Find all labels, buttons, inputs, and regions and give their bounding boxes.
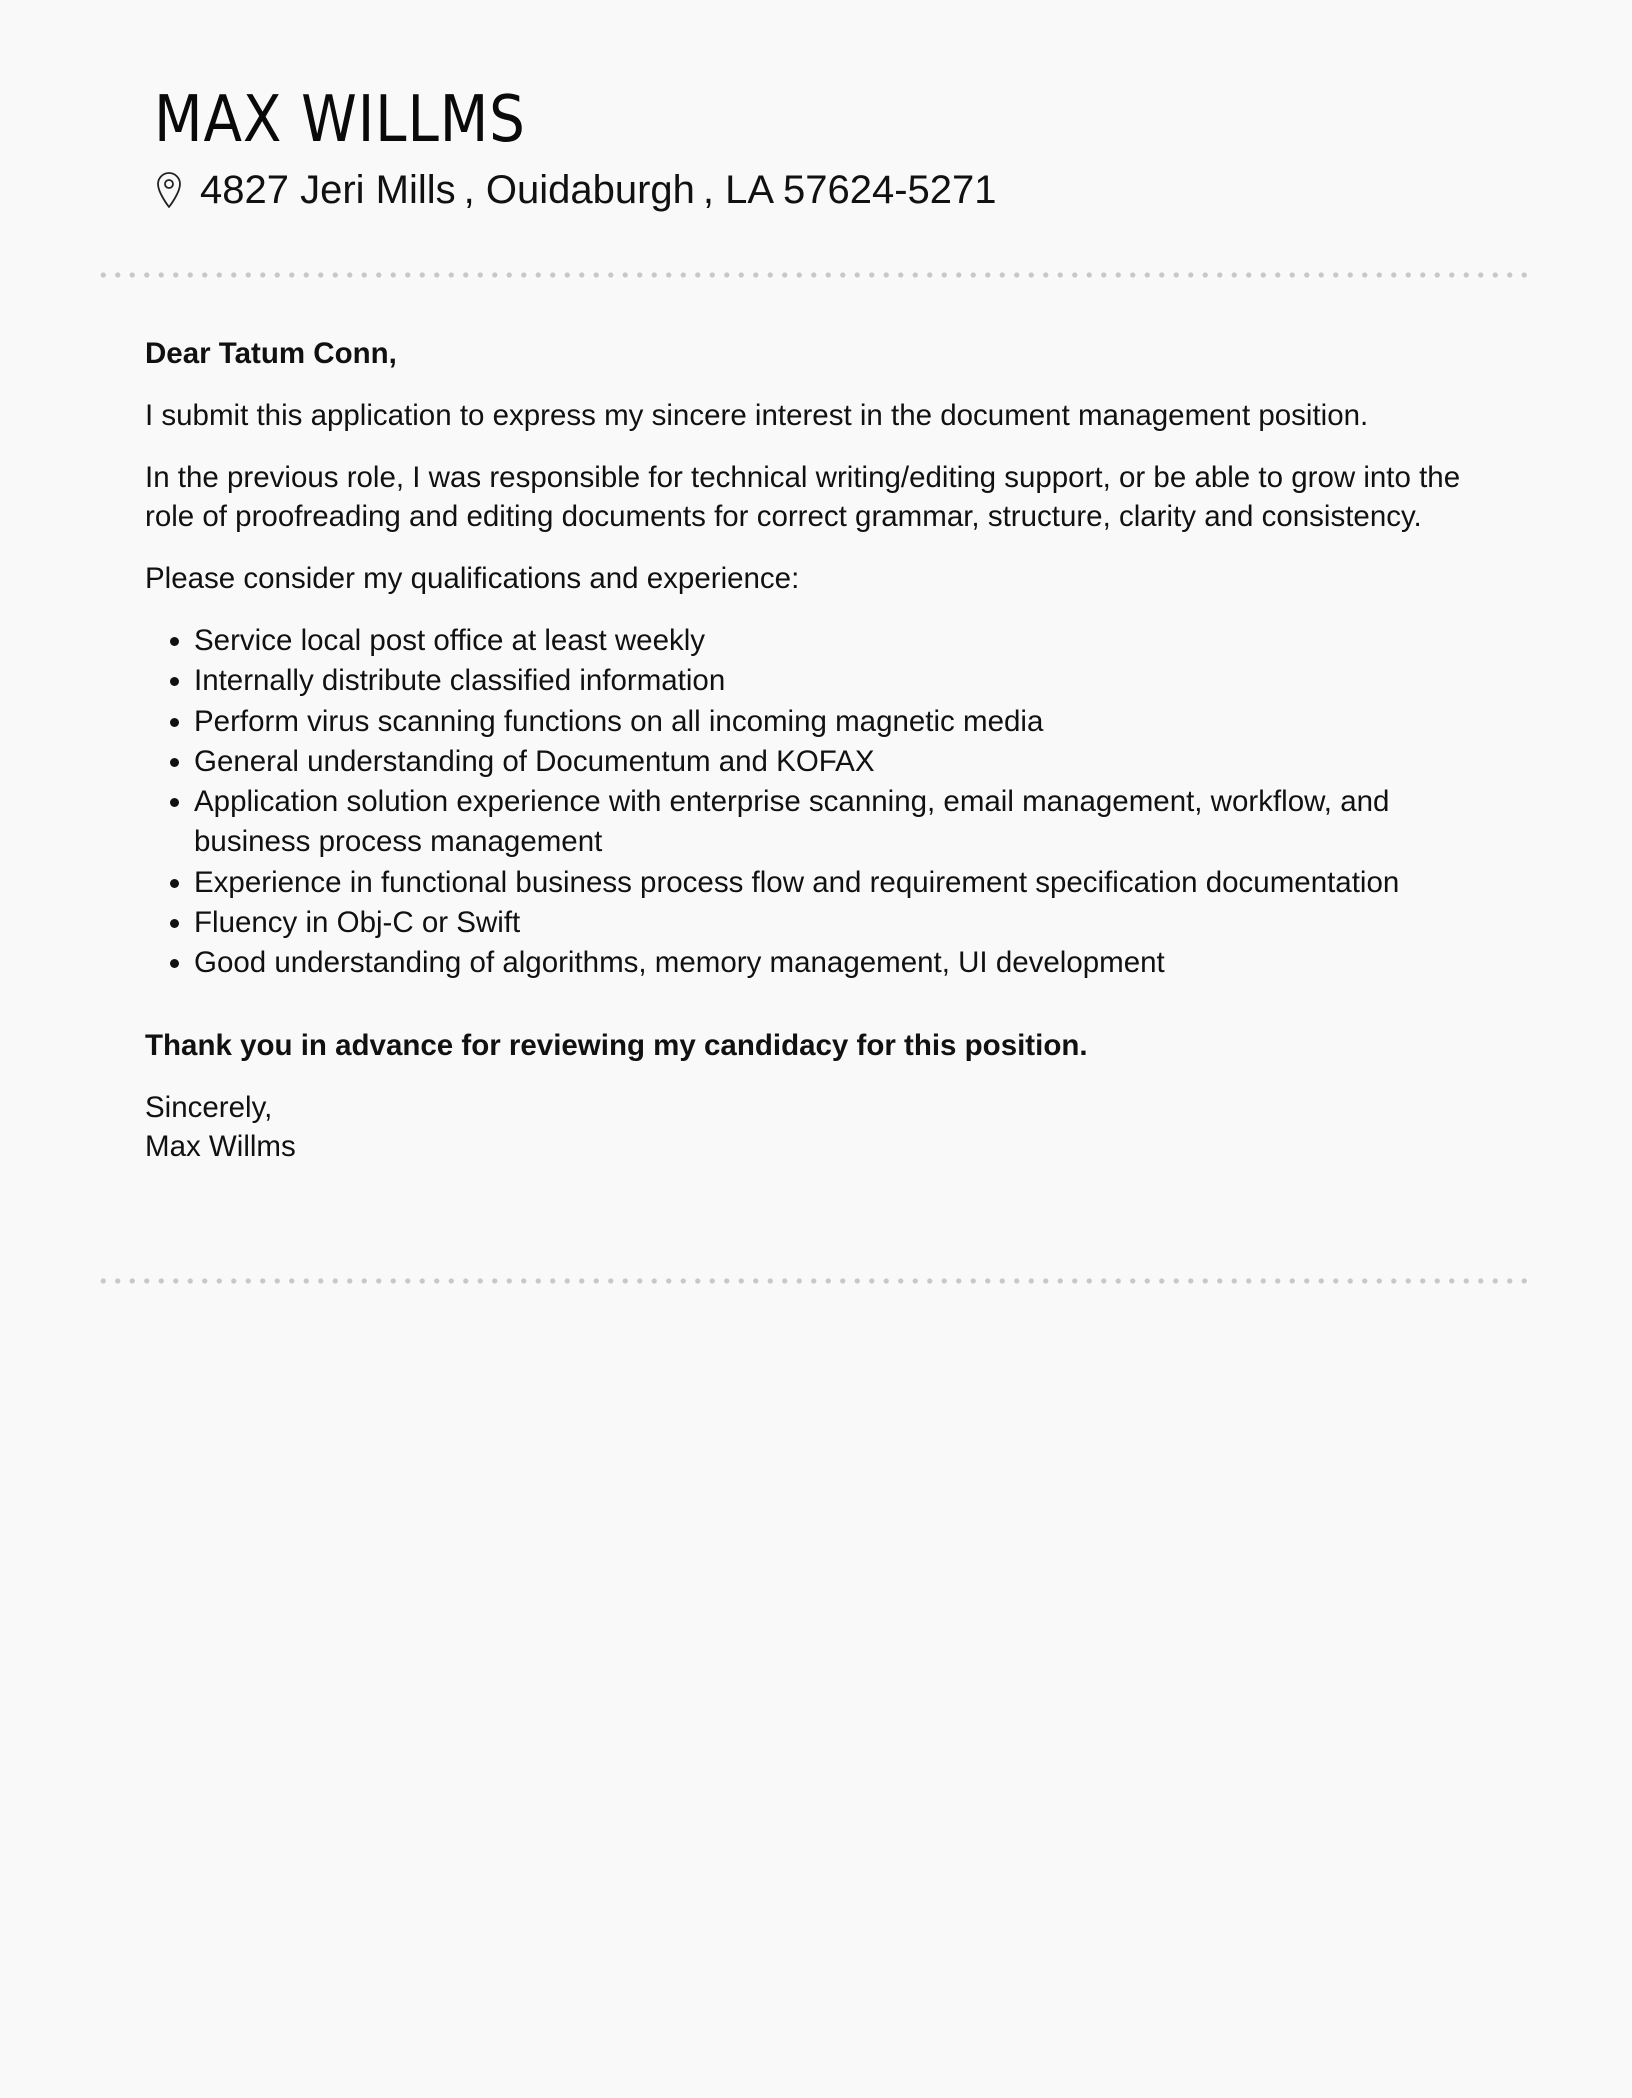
address-row <box>154 164 997 216</box>
map-pin-icon <box>154 171 184 209</box>
list-item: • Perform virus scanning functions on all incoming magnetic media <box>194 702 1485 742</box>
intro-paragraph: I submit this application to express my sincere interest in the document management position. <box>145 399 1369 432</box>
bottom-dotted-divider <box>96 1277 1536 1285</box>
list-item: • General understanding of Documentum and KOFAX <box>194 742 1485 782</box>
qualifications-intro: Please consider my qualifications and experience: <box>145 562 800 595</box>
closing-statement: Thank you in advance for reviewing my candidacy for this position. <box>145 1028 1088 1062</box>
greeting: Dear Tatum Conn, <box>145 337 397 370</box>
list-item: • Internally distribute classified information <box>194 661 1485 701</box>
list-item: • Fluency in Obj-C or Swift <box>194 903 1485 943</box>
signoff: Sincerely, <box>145 1090 273 1124</box>
list-item: • Good understanding of algorithms, memory management, UI development <box>194 943 1485 983</box>
letter-header <box>154 78 997 216</box>
list-item: • Experience in functional business process flow and requirement specification documentation <box>194 863 1485 903</box>
previous-role-paragraph: In the previous role, I was responsible for technical writing/editing support, or be able to grow into the role of proofreading and editing documents for correct grammar, structure, clarity and consistency. <box>145 461 1461 533</box>
signoff-block <box>145 1088 1485 1166</box>
applicant-address: 4827 Jeri Mills , Ouidaburgh , LA 57624-5271 <box>200 168 997 212</box>
applicant-name: MAX WILLMS <box>154 83 526 157</box>
list-item: • Application solution experience with enterprise scanning, email management, workflow, and business process management <box>194 782 1485 863</box>
letter-body <box>145 334 1485 1189</box>
list-item: • Service local post office at least weekly <box>194 621 1485 661</box>
signature: Max Willms <box>145 1129 296 1163</box>
top-dotted-divider <box>96 271 1536 279</box>
qualifications-list <box>145 621 1485 984</box>
